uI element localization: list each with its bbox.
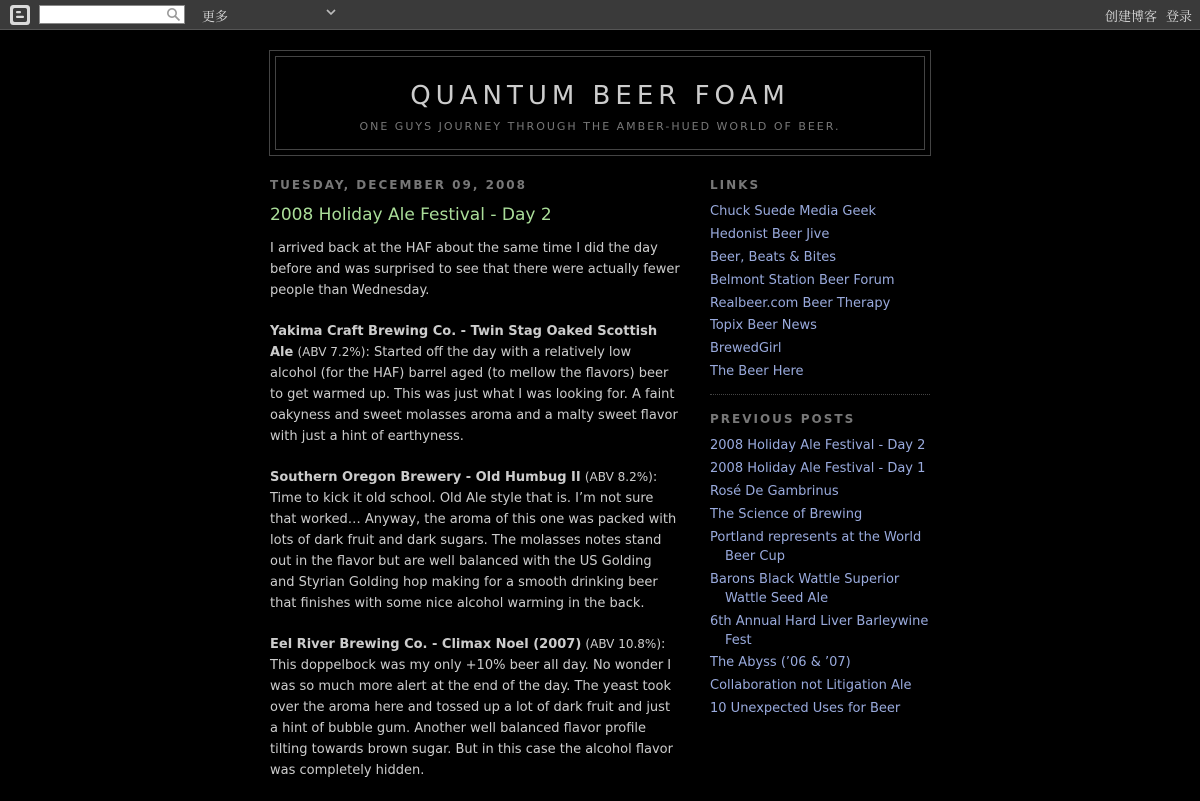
previous-posts-list [710,436,930,718]
previous-post-link[interactable]: Rosé De Gambrinus [710,484,839,500]
sidebar-link [710,225,930,244]
sidebar-link [710,202,930,221]
sidebar-link [710,339,930,358]
create-blog-link[interactable]: 创建博客 [1104,10,1157,25]
previous-post-link[interactable]: 6th Annual Hard Liver Barleywine Fest [710,613,929,648]
sidebar-link-anchor[interactable]: Beer, Beats & Bites [710,249,837,265]
search-icon[interactable] [166,7,181,22]
sidebar-link-anchor[interactable]: Hedonist Beer Jive [710,226,830,242]
previous-post-link[interactable]: 2008 Holiday Ale Festival - Day 1 [710,461,926,477]
beer-name: Eel River Brewing Co. - Climax Noel (2007) [270,637,582,652]
post-title[interactable]: 2008 Holiday Ale Festival - Day 2 [270,205,552,225]
sidebar-link [710,362,930,381]
previous-post-link[interactable]: The Abyss (’06 & ’07) [710,655,851,671]
post-intro: I arrived back at the HAF about the same time I did the day before and was surprised to see that there were actually fewer people than Wednesday. [270,241,680,298]
previous-post-item [710,699,930,718]
sidebar-link [710,248,930,267]
previous-post-item [710,505,930,524]
sidebar-link-anchor[interactable]: Chuck Suede Media Geek [710,204,877,219]
sidebar-link-anchor[interactable]: Topix Beer News [710,318,817,334]
previous-post-link[interactable]: Collaboration not Litigation Ale [710,678,912,694]
sidebar-divider [710,394,930,395]
previous-post-item [710,612,930,650]
beer-review [270,467,680,614]
previous-post-item [710,528,930,566]
previous-posts-heading: PREVIOUS POSTS [710,412,856,427]
beer-abv: (ABV 10.8%) [585,637,662,651]
sidebar-link-anchor[interactable]: Belmont Station Beer Forum [710,272,895,288]
links-heading: LINKS [710,178,761,192]
previous-post-link[interactable]: Barons Black Wattle Superior Wattle Seed Ale [710,571,900,606]
beer-name: Yakima Craft Brewing Co. - Twin Stag Oaked Scottish Ale [270,324,658,360]
sidebar-link [710,271,930,290]
navbar [0,0,1200,30]
previous-post-item [710,570,930,608]
search-input[interactable] [39,5,185,24]
sidebar-link-anchor[interactable]: Realbeer.com Beer Therapy [710,295,891,311]
beer-name: Southern Oregon Brewery - Old Humbug II [270,470,581,485]
beer-abv: (ABV 8.2%) [584,470,653,484]
navbar-account-links [1105,6,1192,25]
post-date: TUESDAY, DECEMBER 09, 2008 [270,178,528,192]
previous-post-link[interactable]: 2008 Holiday Ale Festival - Day 2 [710,438,926,454]
previous-post-item [710,482,930,501]
main-column [270,178,680,801]
review-text: : Started off the day with a relatively low alcohol (for the HAF) barrel aged (to mellow the flavors) beer to get warmed up. This was just what I was looking for. A faint oakyness and sweet molasses aroma and a malty sweet flavor with just a hint of earthyness. [270,345,678,444]
previous-post-link[interactable]: Portland represents at the World Beer Cup [710,529,922,564]
beer-review [270,321,680,447]
post-body [270,238,680,781]
previous-post-item [710,653,930,672]
chevron-down-icon[interactable] [326,8,336,16]
previous-post-item [710,676,930,695]
review-text: : This doppelbock was my only +10% beer all day. No wonder I was so much more alert at the end of the day. The yeast took over the aroma here and tossed up a lot of dark fruit and just a hint of bubble gum. Another well balanced flavor profile tilting towards brown sugar. But in this case the alcohol flavor was completely hidden. [270,637,673,778]
blog-description: ONE GUYS JOURNEY THROUGH THE AMBER-HUED WORLD OF BEER. [359,120,841,133]
sidebar [710,178,930,722]
blog-title[interactable]: QUANTUM BEER FOAM [410,81,790,111]
sidebar-link-anchor[interactable]: The Beer Here [710,364,804,380]
blog-header [269,50,931,156]
links-list [710,202,930,381]
more-menu-button[interactable]: 更多 [202,10,229,25]
beer-review [270,634,680,781]
sidebar-link-anchor[interactable]: BrewedGirl [710,341,782,357]
blog-header-inner [275,56,925,150]
previous-post-item [710,436,930,455]
sidebar-link [710,316,930,335]
review-text: : Time to kick it old school. Old Ale style that is. I’m not sure that worked… Anyway, the aroma of this one was packed with lots of dark fruit and dark sugars. The molasses notes stand out in the flavor but are well balanced with the US Golding and Styrian Golding hop making for a smooth drinking beer that finishes with some nice alcohol warming in the back. [270,470,677,611]
previous-post-item [710,459,930,478]
blogger-logo-icon[interactable] [10,5,30,25]
sidebar-link [710,294,930,313]
previous-post-link[interactable]: The Science of Brewing [710,506,863,522]
previous-post-link[interactable]: 10 Unexpected Uses for Beer [710,701,901,717]
login-link[interactable]: 登录 [1165,10,1192,25]
beer-abv: (ABV 7.2%) [297,345,366,359]
